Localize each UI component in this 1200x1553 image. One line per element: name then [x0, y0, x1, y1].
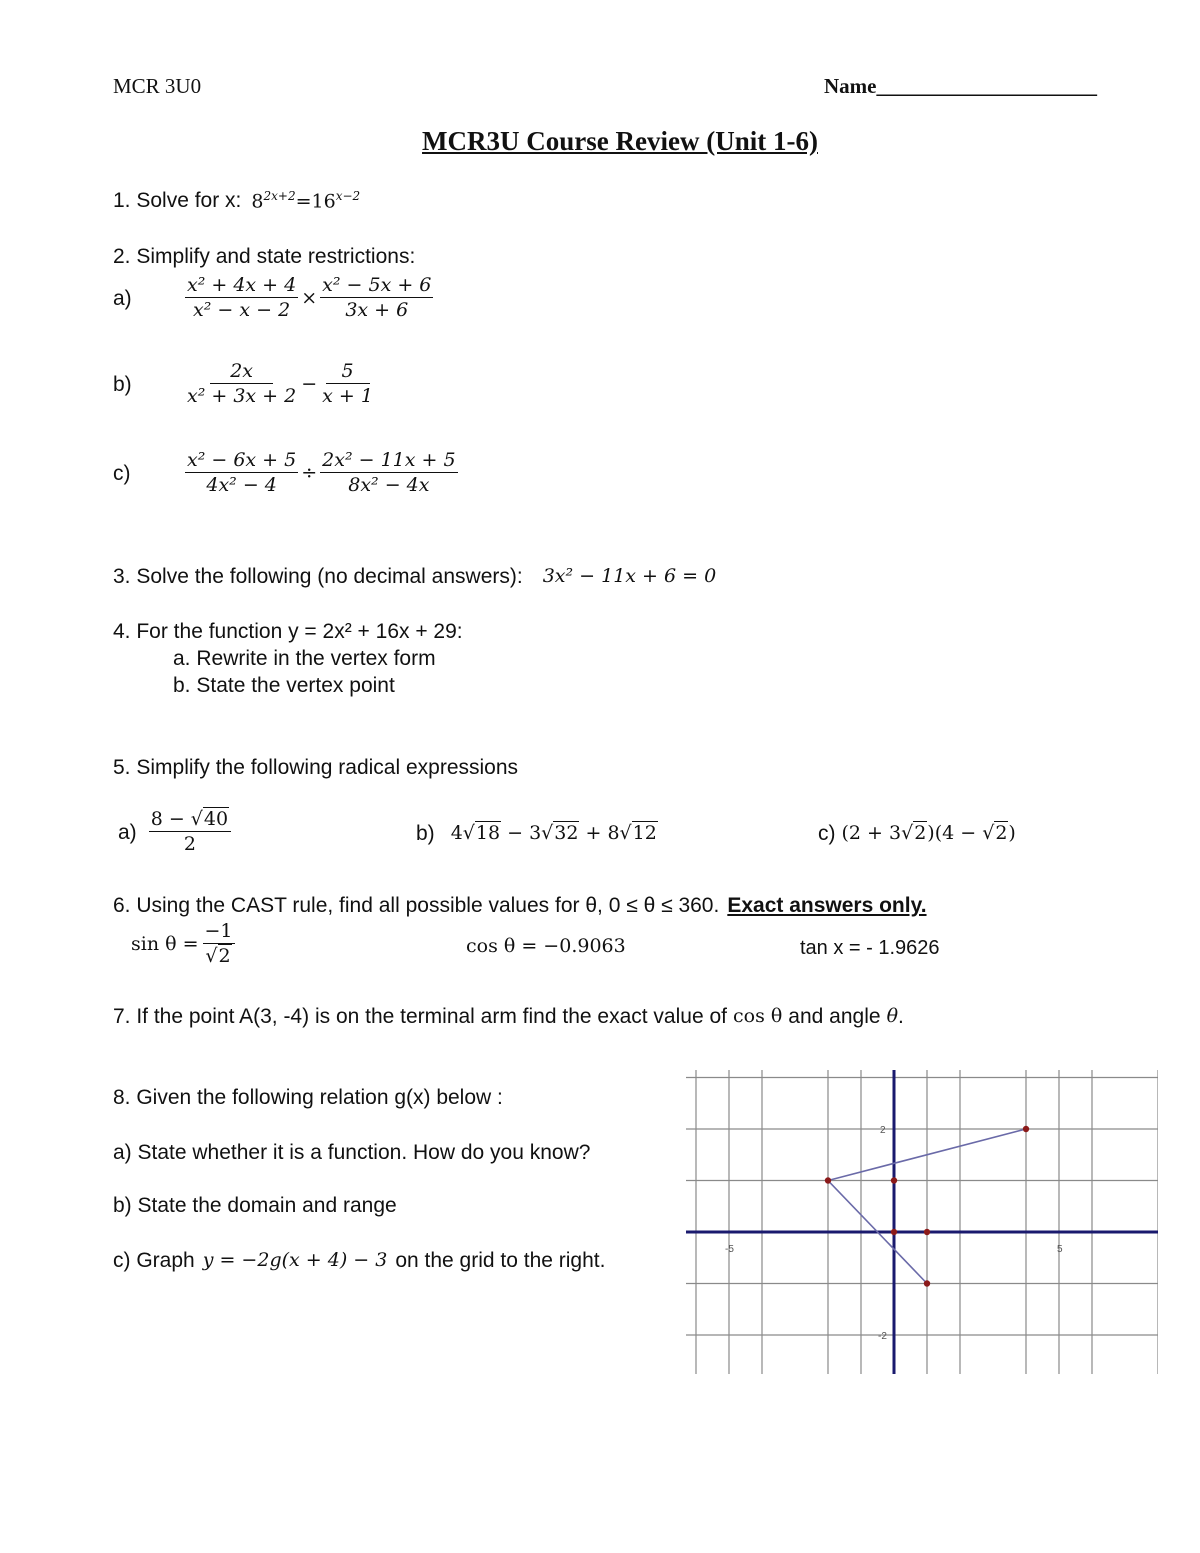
- y-tick-label: -2: [878, 1331, 887, 1342]
- question-7-theta: θ: [886, 1005, 899, 1027]
- question-8c: [113, 1250, 605, 1271]
- question-5c-label: c): [818, 822, 836, 845]
- question-5b-expression: 4√18 − 3√32 + 8√12: [450, 822, 657, 844]
- data-point: [891, 1229, 897, 1235]
- question-7: [113, 1006, 904, 1027]
- minus-operator: −: [301, 372, 318, 395]
- question-8c-text: c) Graph: [113, 1249, 195, 1272]
- question-8b-text: b) State the domain and range: [113, 1194, 397, 1217]
- question-8c-text-post: on the grid to the right.: [395, 1249, 606, 1272]
- question-5a-label: a): [118, 820, 137, 844]
- question-7-text: 7. If the point A(3, -4) is on the terminal arm find the exact value of: [113, 1005, 727, 1028]
- question-8a-text: a) State whether it is a function. How do you know?: [113, 1141, 591, 1164]
- question-5c: [818, 823, 1016, 844]
- question-7-cos: cos θ: [732, 1005, 783, 1027]
- question-1-equation: $8^{2x+2}=16^{x-2}$: [251, 189, 361, 213]
- question-1: [113, 190, 360, 211]
- fraction: $\frac{-1}{√2}$: [204, 920, 233, 967]
- question-5c-expression: (2 + 3√2)(4 − √2): [841, 822, 1016, 844]
- question-4b-text: b. State the vertex point: [173, 674, 395, 697]
- name-field-label: Name_____________________: [824, 74, 1097, 98]
- question-1-text: 1. Solve for x:: [113, 189, 242, 213]
- fraction: $\frac{8 - √40}{2}$: [149, 810, 231, 854]
- question-6-tan: tan x = - 1.9626: [800, 937, 940, 959]
- question-3: [113, 566, 716, 587]
- fraction: $\frac{\text{x² + 4x + 4}}{\text{x² − x − 2}}$: [187, 274, 297, 321]
- data-point: [1023, 1126, 1029, 1132]
- question-2a-label: a): [113, 286, 132, 310]
- fraction: $\frac{2x}{\text{x² + 3x + 2}}$: [187, 360, 297, 407]
- question-2a: [113, 276, 433, 320]
- course-code: MCR 3U0: [113, 74, 202, 98]
- x-tick-label: 5: [1057, 1244, 1063, 1255]
- question-2b-label: b): [113, 372, 132, 396]
- x-tick-label: -5: [725, 1244, 734, 1255]
- question-8-text: 8. Given the following relation g(x) below :: [113, 1086, 503, 1109]
- question-7-text-mid: and angle: [788, 1005, 881, 1028]
- fraction: $\frac{\text{x² − 5x + 6}}{3x + 6}$: [322, 274, 432, 321]
- question-4-text: 4. For the function y = 2x² + 16x + 29:: [113, 620, 463, 643]
- divide-operator: ÷: [301, 461, 318, 484]
- question-2c-label: c): [113, 461, 131, 485]
- data-point: [924, 1229, 930, 1235]
- question-5b-label: b): [416, 822, 435, 845]
- data-point: [825, 1177, 831, 1183]
- fraction: $\frac{\text{2x² − 11x + 5}}{\text{8x² − 4x}}$: [322, 449, 456, 496]
- times-operator: ×: [301, 286, 318, 309]
- question-5-text: 5. Simplify the following radical expressions: [113, 756, 519, 779]
- question-5b: [416, 823, 658, 844]
- question-4a-text: a. Rewrite in the vertex form: [173, 647, 436, 670]
- graph-grid: [686, 1070, 1158, 1374]
- relation-graph: [686, 1070, 1158, 1374]
- question-2c: [113, 451, 458, 495]
- question-8c-expression: y = −2g(x + 4) − 3: [202, 1249, 388, 1271]
- question-7-end: .: [898, 1005, 904, 1028]
- question-2b: [113, 362, 375, 406]
- question-3-text: 3. Solve the following (no decimal answers):: [113, 565, 523, 588]
- question-6-cos: cos θ = −0.9063: [466, 935, 626, 957]
- question-6: [113, 895, 927, 916]
- question-5a: [118, 810, 231, 854]
- sin-label: sin θ =: [131, 932, 199, 955]
- question-6-text: 6. Using the CAST rule, find all possible values for θ, 0 ≤ θ ≤ 360.: [113, 894, 720, 917]
- y-tick-label: 2: [880, 1125, 886, 1136]
- data-point: [924, 1280, 930, 1286]
- question-6-sin: [131, 922, 235, 966]
- fraction: $\frac{5}{x + 1}$: [322, 360, 373, 407]
- fraction: $\frac{\text{x² − 6x + 5}}{\text{4x² − 4}}$: [187, 449, 297, 496]
- data-point: [891, 1177, 897, 1183]
- question-6-emphasis: Exact answers only.: [727, 894, 927, 917]
- page-title: MCR3U Course Review (Unit 1-6): [422, 126, 818, 156]
- question-2-text: 2. Simplify and state restrictions:: [113, 245, 416, 268]
- question-3-equation: 3x² − 11x + 6 = 0: [542, 565, 717, 587]
